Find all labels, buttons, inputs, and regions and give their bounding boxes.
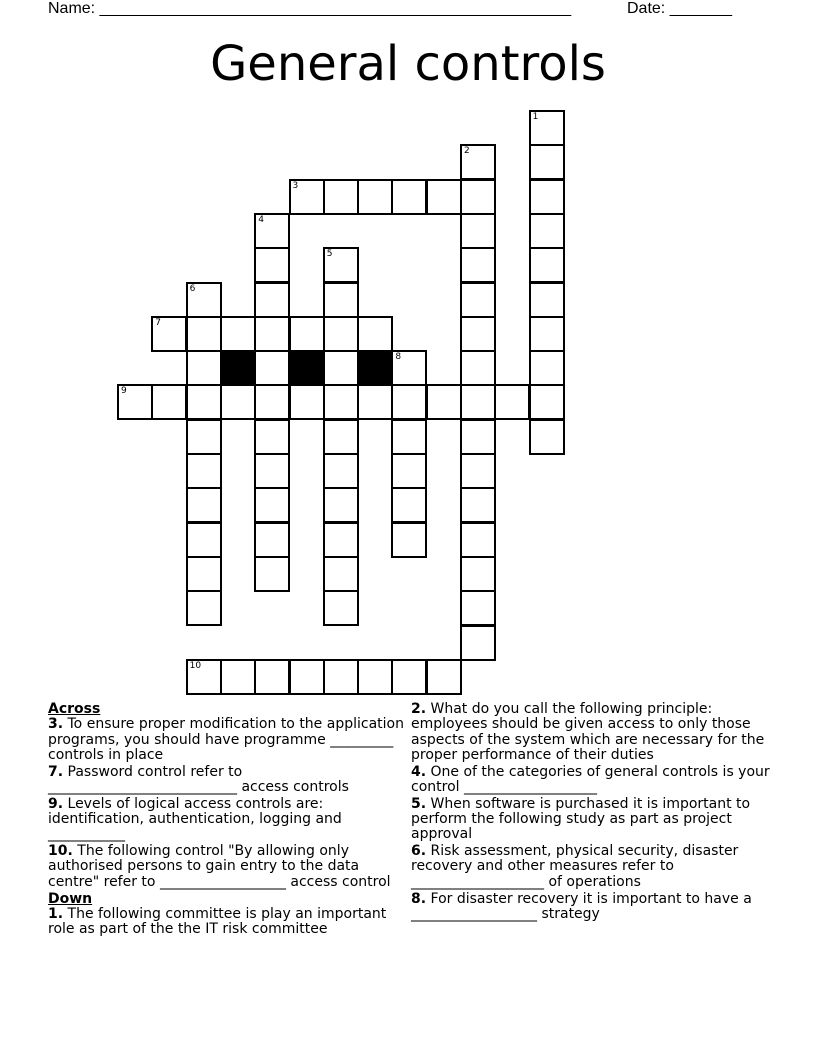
grid-cell[interactable] bbox=[323, 247, 359, 283]
grid-cell[interactable] bbox=[186, 282, 222, 318]
grid-cell[interactable] bbox=[357, 316, 393, 352]
grid-cell[interactable] bbox=[220, 384, 256, 420]
grid-cell[interactable] bbox=[186, 453, 222, 489]
grid-cell[interactable] bbox=[323, 179, 359, 215]
grid-cell[interactable] bbox=[357, 659, 393, 695]
grid-cell[interactable] bbox=[391, 659, 427, 695]
grid-cell[interactable] bbox=[391, 522, 427, 558]
clue-item-text: Password control refer to ___________________________ access controls bbox=[48, 763, 349, 795]
grid-cell[interactable] bbox=[460, 179, 496, 215]
grid-cell[interactable] bbox=[186, 487, 222, 523]
grid-cell[interactable] bbox=[323, 282, 359, 318]
grid-cell[interactable] bbox=[529, 350, 565, 386]
clues-left-column bbox=[48, 702, 404, 939]
grid-cell[interactable] bbox=[426, 179, 462, 215]
grid-cell[interactable] bbox=[117, 384, 153, 420]
clue-item-text: Levels of logical access controls are: identification, authentication, logging and ___________ bbox=[48, 795, 342, 843]
clue-item-text: For disaster recovery it is important to have a __________________ strategy bbox=[411, 890, 752, 922]
grid-cell[interactable] bbox=[186, 556, 222, 592]
grid-cell[interactable] bbox=[254, 522, 290, 558]
grid-cell[interactable] bbox=[460, 487, 496, 523]
grid-cell[interactable] bbox=[529, 247, 565, 283]
grid-cell[interactable] bbox=[254, 384, 290, 420]
grid-cell[interactable] bbox=[529, 316, 565, 352]
grid-cell[interactable] bbox=[289, 316, 325, 352]
grid-cell[interactable] bbox=[254, 487, 290, 523]
grid-cell[interactable] bbox=[460, 213, 496, 249]
clue-number: 1 bbox=[532, 112, 539, 122]
grid-block bbox=[357, 350, 393, 386]
grid-cell[interactable] bbox=[323, 659, 359, 695]
clue-item-number: 9. bbox=[48, 795, 64, 812]
grid-cell[interactable] bbox=[460, 384, 496, 420]
grid-cell[interactable] bbox=[254, 247, 290, 283]
grid-block bbox=[220, 350, 256, 386]
grid-cell[interactable] bbox=[289, 384, 325, 420]
clue-number: 7 bbox=[155, 317, 162, 328]
down-heading: Down bbox=[48, 890, 93, 907]
clue-item bbox=[48, 907, 404, 938]
grid-cell[interactable] bbox=[323, 453, 359, 489]
clue-number: 9 bbox=[121, 386, 127, 397]
clue-item-text: When software is purchased it is important to perform the following study as part as project approval bbox=[411, 795, 751, 843]
grid-cell[interactable] bbox=[254, 419, 290, 455]
grid-cell[interactable] bbox=[186, 590, 222, 626]
clue-item bbox=[411, 892, 771, 923]
grid-cell[interactable] bbox=[391, 384, 427, 420]
grid-cell[interactable] bbox=[186, 522, 222, 558]
grid-cell[interactable] bbox=[529, 110, 565, 146]
grid-cell[interactable] bbox=[186, 350, 222, 386]
grid-cell[interactable] bbox=[323, 556, 359, 592]
grid-cell[interactable] bbox=[391, 419, 427, 455]
clue-item-number: 3. bbox=[48, 716, 64, 733]
grid-cell[interactable] bbox=[323, 419, 359, 455]
clue-item-text: Risk assessment, physical security, disaster recovery and other measures refer to ___________________ of operations bbox=[411, 843, 739, 890]
grid-cell[interactable] bbox=[391, 487, 427, 523]
across-heading: Across bbox=[48, 701, 101, 717]
grid-cell[interactable] bbox=[220, 316, 256, 352]
grid-cell[interactable] bbox=[460, 453, 496, 489]
grid-cell[interactable] bbox=[254, 350, 290, 386]
grid-cell[interactable] bbox=[460, 419, 496, 455]
grid-cell[interactable] bbox=[460, 350, 496, 386]
grid-cell[interactable] bbox=[426, 384, 462, 420]
grid-cell[interactable] bbox=[323, 316, 359, 352]
clue-number: 8 bbox=[395, 352, 402, 363]
clues-right-column bbox=[411, 702, 771, 924]
grid-cell[interactable] bbox=[254, 659, 290, 695]
grid-cell[interactable] bbox=[460, 247, 496, 283]
grid-cell[interactable] bbox=[357, 179, 393, 215]
grid-cell[interactable] bbox=[529, 213, 565, 249]
clue-item-number: 8. bbox=[411, 890, 427, 907]
clue-item-text: To ensure proper modification to the application programs, you should have programme _________ controls in place bbox=[48, 716, 404, 763]
name-field-label[interactable]: Name: _____________________________________________________ bbox=[48, 0, 572, 17]
clue-item-text: The following control "By allowing only authorised persons to gain entry to the data centre" refer to __________________ access control bbox=[48, 843, 391, 890]
grid-cell[interactable] bbox=[529, 282, 565, 318]
down-clue-list-left bbox=[48, 907, 404, 938]
grid-cell[interactable] bbox=[254, 213, 290, 249]
grid-cell[interactable] bbox=[289, 179, 325, 215]
grid-cell[interactable] bbox=[254, 282, 290, 318]
grid-cell[interactable] bbox=[323, 384, 359, 420]
grid-cell[interactable] bbox=[529, 144, 565, 180]
clue-item bbox=[411, 765, 771, 796]
grid-cell[interactable] bbox=[460, 522, 496, 558]
grid-cell[interactable] bbox=[391, 179, 427, 215]
clue-item bbox=[48, 797, 404, 843]
grid-cell[interactable] bbox=[529, 419, 565, 455]
clue-item-text: What do you call the following principle: employees should be given access to only those aspects of the system which are necessary for the proper performance of their duties bbox=[411, 701, 765, 763]
clue-item-number: 5. bbox=[411, 795, 427, 812]
grid-cell[interactable] bbox=[220, 659, 256, 695]
across-clue-list bbox=[48, 717, 404, 890]
grid-cell[interactable] bbox=[254, 316, 290, 352]
grid-cell[interactable] bbox=[460, 556, 496, 592]
date-field-label[interactable]: Date: _______ bbox=[627, 0, 732, 17]
grid-cell[interactable] bbox=[186, 659, 222, 695]
grid-cell[interactable] bbox=[289, 659, 325, 695]
grid-cell[interactable] bbox=[426, 659, 462, 695]
clue-item bbox=[48, 765, 404, 796]
clue-item-number: 2. bbox=[411, 701, 427, 717]
grid-cell[interactable] bbox=[460, 316, 496, 352]
clue-item-number: 1. bbox=[48, 905, 64, 922]
clue-number: 4 bbox=[258, 214, 264, 225]
grid-cell[interactable] bbox=[323, 590, 359, 626]
grid-cell[interactable] bbox=[254, 556, 290, 592]
clue-item-text: One of the categories of general controls is your control ___________________ bbox=[411, 763, 770, 795]
clue-number: 3 bbox=[292, 180, 299, 191]
grid-cell[interactable] bbox=[357, 384, 393, 420]
grid-cell[interactable] bbox=[529, 384, 565, 420]
page-title: General controls bbox=[210, 36, 606, 92]
grid-cell[interactable] bbox=[186, 316, 222, 352]
grid-cell[interactable] bbox=[460, 282, 496, 318]
grid-cell[interactable] bbox=[151, 316, 187, 352]
grid-cell[interactable] bbox=[391, 453, 427, 489]
grid-cell[interactable] bbox=[323, 522, 359, 558]
grid-block bbox=[289, 350, 325, 386]
clue-number: 5 bbox=[326, 249, 333, 260]
down-clue-list-right bbox=[411, 702, 771, 922]
clue-item bbox=[411, 797, 771, 843]
grid-cell[interactable] bbox=[391, 350, 427, 386]
clue-item-number: 7. bbox=[48, 763, 64, 780]
clue-item bbox=[48, 717, 404, 763]
grid-cell[interactable] bbox=[529, 179, 565, 215]
clue-item bbox=[411, 702, 771, 763]
grid-cell[interactable] bbox=[323, 487, 359, 523]
grid-cell[interactable] bbox=[186, 419, 222, 455]
grid-cell[interactable] bbox=[151, 384, 187, 420]
clue-item bbox=[411, 844, 771, 890]
clue-item bbox=[48, 844, 404, 890]
grid-cell[interactable] bbox=[494, 384, 530, 420]
clue-item-number: 4. bbox=[411, 763, 427, 780]
clue-item-text: The following committee is play an important role as part of the the IT risk committee bbox=[48, 905, 387, 938]
grid-cell[interactable] bbox=[186, 384, 222, 420]
clue-number: 10 bbox=[189, 660, 202, 671]
clue-item-number: 6. bbox=[411, 843, 427, 860]
grid-cell[interactable] bbox=[460, 144, 496, 180]
clue-item-number: 10. bbox=[48, 843, 73, 860]
clue-number: 2 bbox=[464, 146, 470, 157]
grid-cell[interactable] bbox=[460, 590, 496, 626]
clue-number: 6 bbox=[189, 283, 196, 294]
grid-cell[interactable] bbox=[254, 453, 290, 489]
grid-cell[interactable] bbox=[323, 350, 359, 386]
grid-cell[interactable] bbox=[460, 625, 496, 661]
